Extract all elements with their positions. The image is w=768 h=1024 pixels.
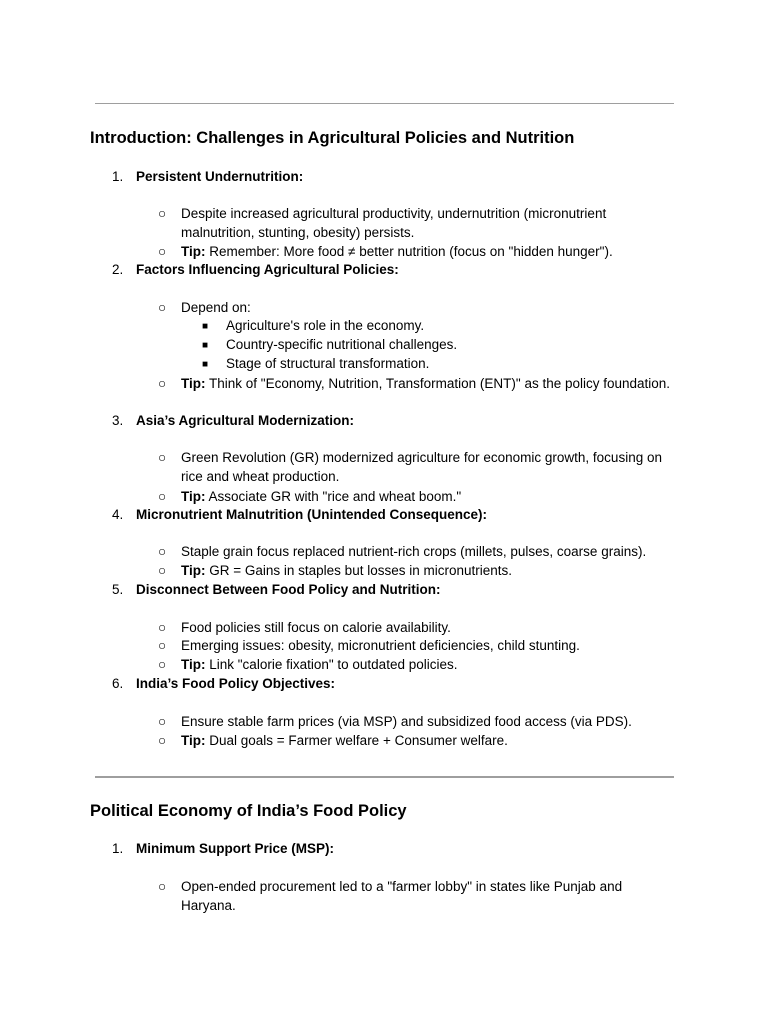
tip-body: Link "calorie fixation" to outdated policies. — [205, 657, 458, 672]
bullet-icon: ○ — [158, 244, 167, 259]
list-item-title: Micronutrient Malnutrition (Unintended Consequence): — [136, 507, 487, 522]
tip-label: Tip: — [181, 657, 206, 672]
tip-label: Tip: — [181, 733, 206, 748]
tip-body: GR = Gains in staples but losses in micronutrients. — [205, 563, 513, 578]
square-bullet-icon: ■ — [202, 321, 209, 332]
list-item-title: Disconnect Between Food Policy and Nutrition: — [136, 582, 441, 597]
tip-text — [181, 655, 681, 674]
list-number: 1. — [112, 169, 124, 184]
bullet-icon: ○ — [158, 206, 167, 221]
square-bullet-icon: ■ — [202, 359, 209, 370]
list-item-title: Factors Influencing Agricultural Policies: — [136, 262, 399, 277]
tip-text — [181, 561, 681, 580]
list-number: 2. — [112, 262, 124, 277]
sub-bullet-text: Country-specific nutritional challenges. — [226, 337, 458, 352]
bullet-text: Depend on: — [181, 300, 251, 315]
bullet-text: Despite increased agricultural productivity, undernutrition (micronutrient malnutrition, stunting, obesity) persists. — [181, 206, 607, 240]
bullet-icon: ○ — [158, 300, 167, 315]
tip-body: Remember: More food ≠ better nutrition (focus on "hidden hunger"). — [205, 244, 613, 259]
sub-bullet-text: Agriculture's role in the economy. — [226, 318, 425, 333]
bullet-text: Emerging issues: obesity, micronutrient deficiencies, child stunting. — [181, 638, 580, 653]
list-item-title: India’s Food Policy Objectives: — [136, 676, 336, 691]
sub-bullet-text: Stage of structural transformation. — [226, 356, 430, 371]
list-item-title: Persistent Undernutrition: — [136, 169, 304, 184]
top-divider — [95, 103, 674, 104]
list-number: 6. — [112, 676, 124, 691]
bullet-text: Ensure stable farm prices (via MSP) and subsidized food access (via PDS). — [181, 714, 632, 729]
list-item-title: Minimum Support Price (MSP): — [136, 841, 335, 856]
square-bullet-icon: ■ — [202, 340, 209, 351]
bullet-icon: ○ — [158, 376, 167, 391]
bullet-icon: ○ — [158, 544, 167, 559]
tip-text — [181, 731, 681, 750]
bullet-text: Food policies still focus on calorie availability. — [181, 620, 451, 635]
bullet-icon: ○ — [158, 733, 167, 748]
tip-label: Tip: — [181, 563, 206, 578]
bullet-icon: ○ — [158, 879, 167, 894]
tip-label: Tip: — [181, 244, 206, 259]
bullet-text: Open-ended procurement led to a "farmer lobby" in states like Punjab and Haryana. — [181, 879, 623, 913]
bullet-icon: ○ — [158, 620, 167, 635]
tip-label: Tip: — [181, 376, 206, 391]
bullet-icon: ○ — [158, 450, 167, 465]
tip-label: Tip: — [181, 489, 206, 504]
tip-body: Dual goals = Farmer welfare + Consumer welfare. — [205, 733, 508, 748]
bullet-icon: ○ — [158, 638, 167, 653]
list-number: 1. — [112, 841, 124, 856]
bullet-text: Green Revolution (GR) modernized agriculture for economic growth, focusing on rice and wheat production. — [181, 450, 662, 484]
tip-text — [181, 487, 681, 506]
bullet-icon: ○ — [158, 714, 167, 729]
tip-text — [181, 374, 681, 393]
list-number: 4. — [112, 507, 124, 522]
tip-body: Associate GR with "rice and wheat boom." — [205, 489, 462, 504]
list-number: 3. — [112, 413, 124, 428]
section-heading-introduction: Introduction: Challenges in Agricultural Policies and Nutrition — [90, 129, 575, 147]
tip-text — [181, 242, 681, 261]
bullet-icon: ○ — [158, 563, 167, 578]
list-number: 5. — [112, 582, 124, 597]
list-item-title: Asia’s Agricultural Modernization: — [136, 413, 355, 428]
bullet-icon: ○ — [158, 489, 167, 504]
bullet-text: Staple grain focus replaced nutrient-rich crops (millets, pulses, coarse grains). — [181, 544, 647, 559]
bullet-icon: ○ — [158, 657, 167, 672]
tip-body: Think of "Economy, Nutrition, Transformation (ENT)" as the policy foundation. — [205, 376, 671, 391]
section-divider — [95, 776, 674, 778]
section-heading-political-economy: Political Economy of India’s Food Policy — [90, 802, 407, 820]
